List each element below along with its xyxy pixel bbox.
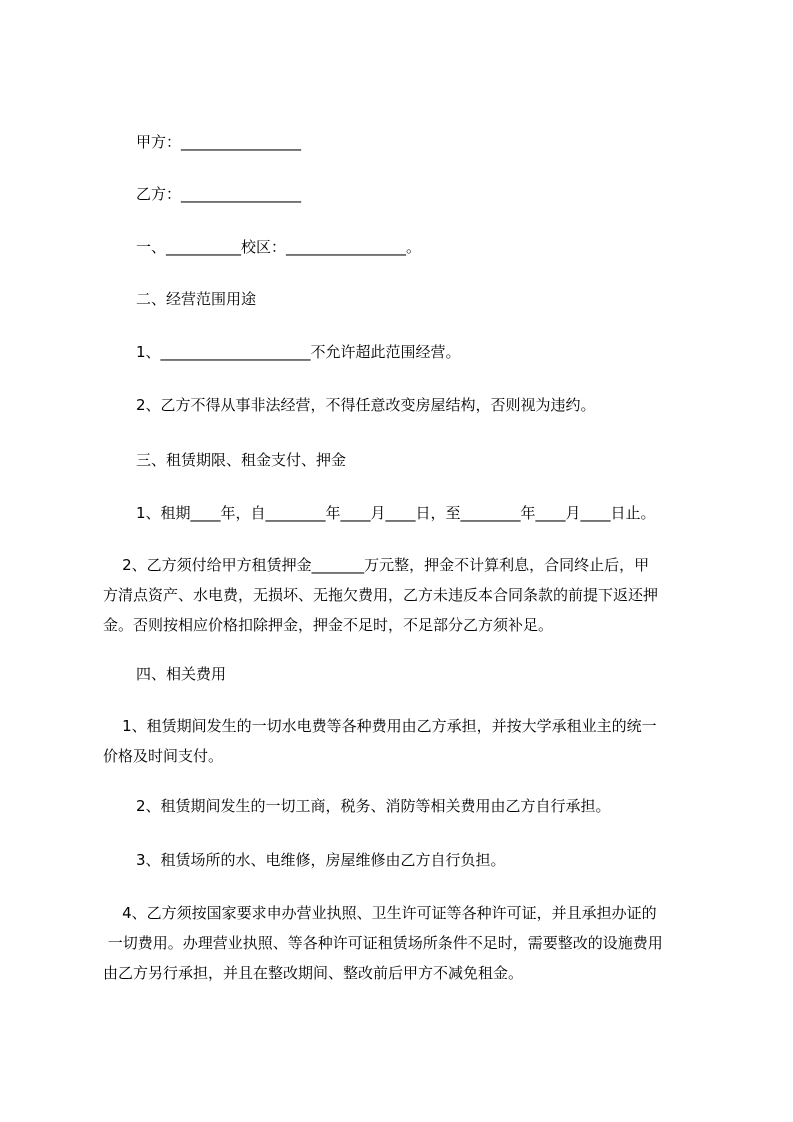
clause-4-4-line: 由乙方另行承担，并且在整改期间、整改前后甲方不减免租金。 (103, 964, 524, 982)
clause-4-4 (103, 898, 703, 988)
clause-3-2-line: 金。否则按相应价格扣除押金，押金不足时，不足部分乙方须补足。 (103, 616, 554, 634)
clause-3-1: 1、租期____年，自________年____月____日，至________年____月____日止。 (136, 504, 656, 522)
clause-4-3: 3、租赁场所的水、电维修，房屋维修由乙方自行负担。 (136, 851, 506, 869)
clause-2-2: 2、乙方不得从事非法经营，不得任意改变房屋结构，否则视为违约。 (136, 396, 596, 414)
clause-4-1-line: 1、租赁期间发生的一切水电费等各种费用由乙方承担，并按大学承租业主的统一 (103, 717, 657, 735)
section-2-heading: 二、经营范围用途 (136, 290, 257, 308)
clause-4-1-line: 价格及时间支付。 (103, 747, 224, 765)
clause-4-2: 2、租赁期间发生的一切工商，税务、消防等相关费用由乙方自行承担。 (136, 797, 611, 815)
party-b-line: 乙方：________________ (136, 185, 302, 203)
clause-4-1 (103, 711, 703, 771)
clause-3-2-line: 方清点资产、水电费，无损坏、无拖欠费用，乙方未违反本合同条款的前提下返还押 (103, 586, 659, 604)
party-a-line: 甲方：________________ (136, 133, 302, 151)
section-3-heading: 三、租赁期限、租金支付、押金 (136, 451, 347, 469)
section-4-heading: 四、相关费用 (136, 665, 227, 683)
clause-4-4-line: 4、乙方须按国家要求申办营业执照、卫生许可证等各种许可证，并且承担办证的 (103, 904, 657, 922)
campus-clause: 一、__________校区：________________。 (136, 238, 422, 256)
clause-2-1: 1、____________________不允许超此范围经营。 (136, 343, 461, 361)
clause-4-4-line: 一切费用。办理营业执照、等各种许可证租赁场所条件不足时，需要整改的设施费用 (103, 934, 663, 952)
clause-3-2-line: 2、乙方须付给甲方租赁押金_______万元整，押金不计算利息，合同终止后，甲 (103, 556, 650, 574)
clause-3-2 (103, 550, 703, 640)
